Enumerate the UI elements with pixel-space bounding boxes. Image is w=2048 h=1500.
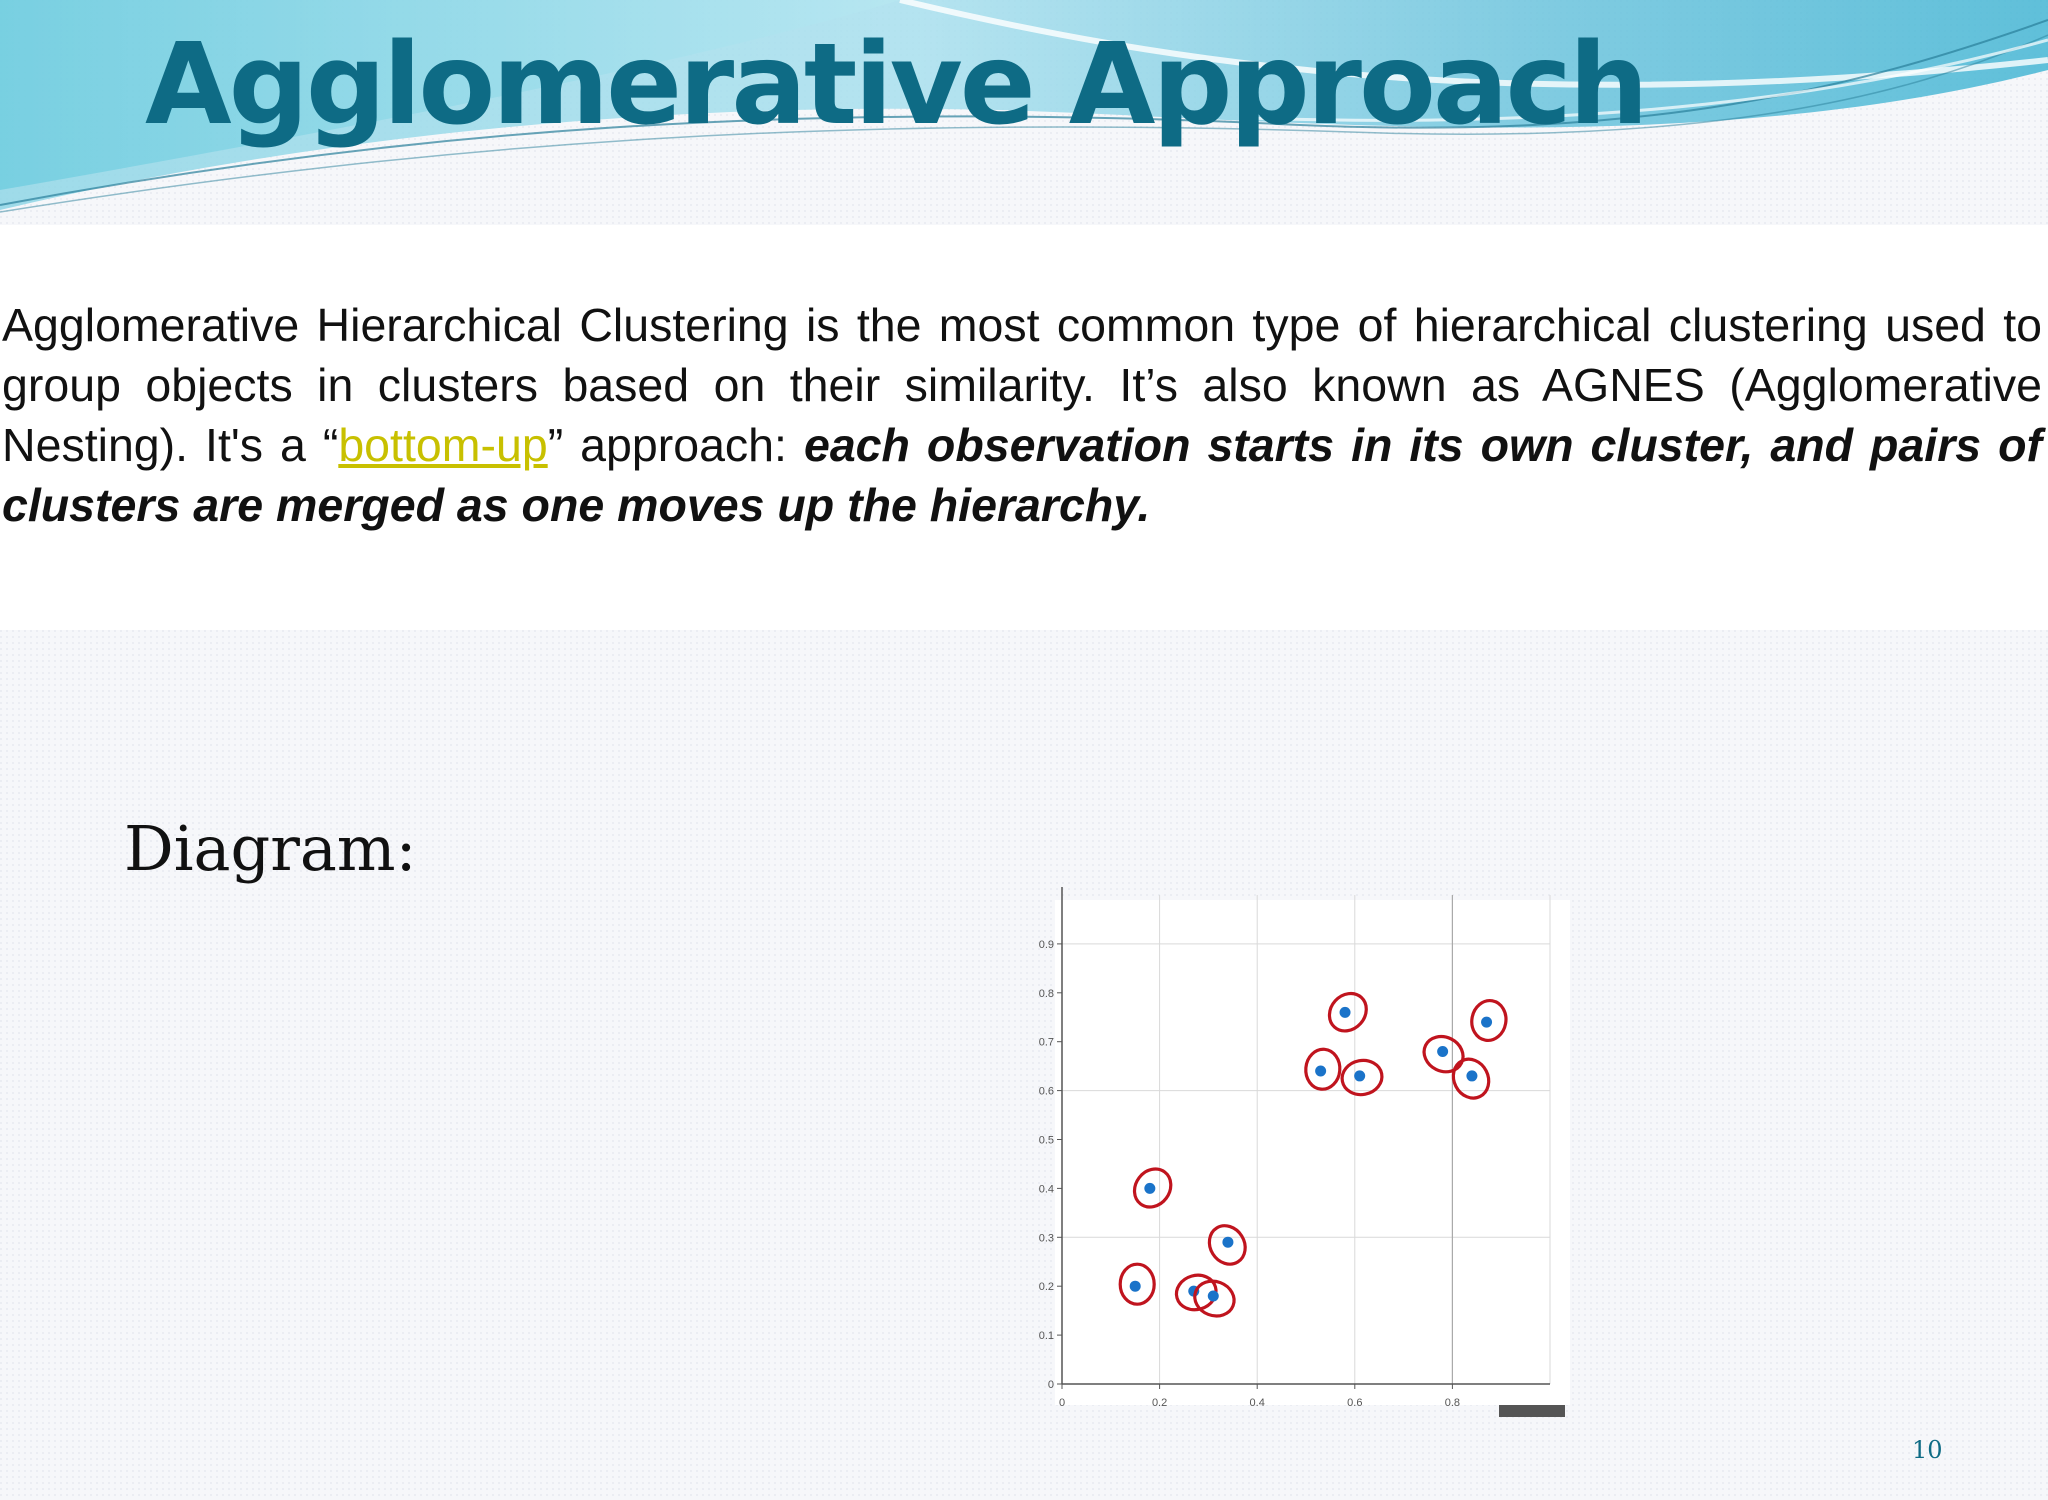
body-text-part2: ” approach: bbox=[547, 419, 804, 471]
bottom-up-link[interactable]: bottom-up bbox=[338, 419, 548, 471]
chart-x-tick-label: 0.2 bbox=[1151, 1397, 1168, 1409]
page-number: 10 bbox=[1912, 1436, 1943, 1464]
chart-y-tick-label: 0.1 bbox=[1038, 1330, 1054, 1343]
chart-point bbox=[1144, 1183, 1155, 1194]
chart-point bbox=[1354, 1070, 1365, 1081]
chart-y-tick-label: 0.8 bbox=[1038, 987, 1054, 1000]
chart-point bbox=[1340, 1007, 1351, 1018]
chart-watermark-logo bbox=[1499, 1405, 1565, 1417]
chart-point bbox=[1481, 1017, 1492, 1028]
chart-y-tick-label: 0.7 bbox=[1038, 1036, 1054, 1049]
body-paragraph bbox=[2, 295, 2042, 535]
chart-y-tick-label: 0.6 bbox=[1038, 1085, 1054, 1098]
chart-y-tick-label: 0.3 bbox=[1038, 1232, 1054, 1245]
chart-y-tick-label: 0.5 bbox=[1038, 1134, 1054, 1147]
slide-title: Agglomerative Approach bbox=[145, 20, 1646, 150]
chart-point bbox=[1466, 1070, 1477, 1081]
body-emphasis-text: each observation starts in its own cluster, and pairs of clusters are merged as one moves up the hierarchy. bbox=[2, 419, 2043, 531]
chart-point bbox=[1437, 1046, 1448, 1057]
chart-plot-background bbox=[1055, 900, 1570, 1405]
diagram-label: Diagram: bbox=[124, 812, 417, 885]
chart-point bbox=[1130, 1281, 1141, 1292]
scatter-chart bbox=[1020, 885, 1580, 1425]
chart-y-tick-label: 0.2 bbox=[1038, 1281, 1054, 1294]
chart-y-tick-label: 0 bbox=[1047, 1379, 1054, 1391]
chart-point bbox=[1208, 1290, 1219, 1301]
chart-x-tick-label: 0 bbox=[1058, 1397, 1066, 1409]
chart-y-tick-label: 0.9 bbox=[1038, 938, 1054, 951]
chart-x-tick-label: 0.4 bbox=[1249, 1397, 1265, 1409]
body-text-part1: Agglomerative Hierarchical Clustering is the most common type of hierarchical clustering used to group objects in clusters based on their similarity. It’s also known as AGNES (Agglomerative Nesting). It's a “ bbox=[2, 299, 2042, 471]
chart-point bbox=[1222, 1237, 1233, 1248]
chart-x-tick-label: 0.8 bbox=[1444, 1397, 1461, 1409]
chart-point bbox=[1315, 1066, 1326, 1077]
chart-y-tick-label: 0.4 bbox=[1038, 1183, 1054, 1196]
chart-x-tick-label: 0.6 bbox=[1347, 1397, 1363, 1409]
